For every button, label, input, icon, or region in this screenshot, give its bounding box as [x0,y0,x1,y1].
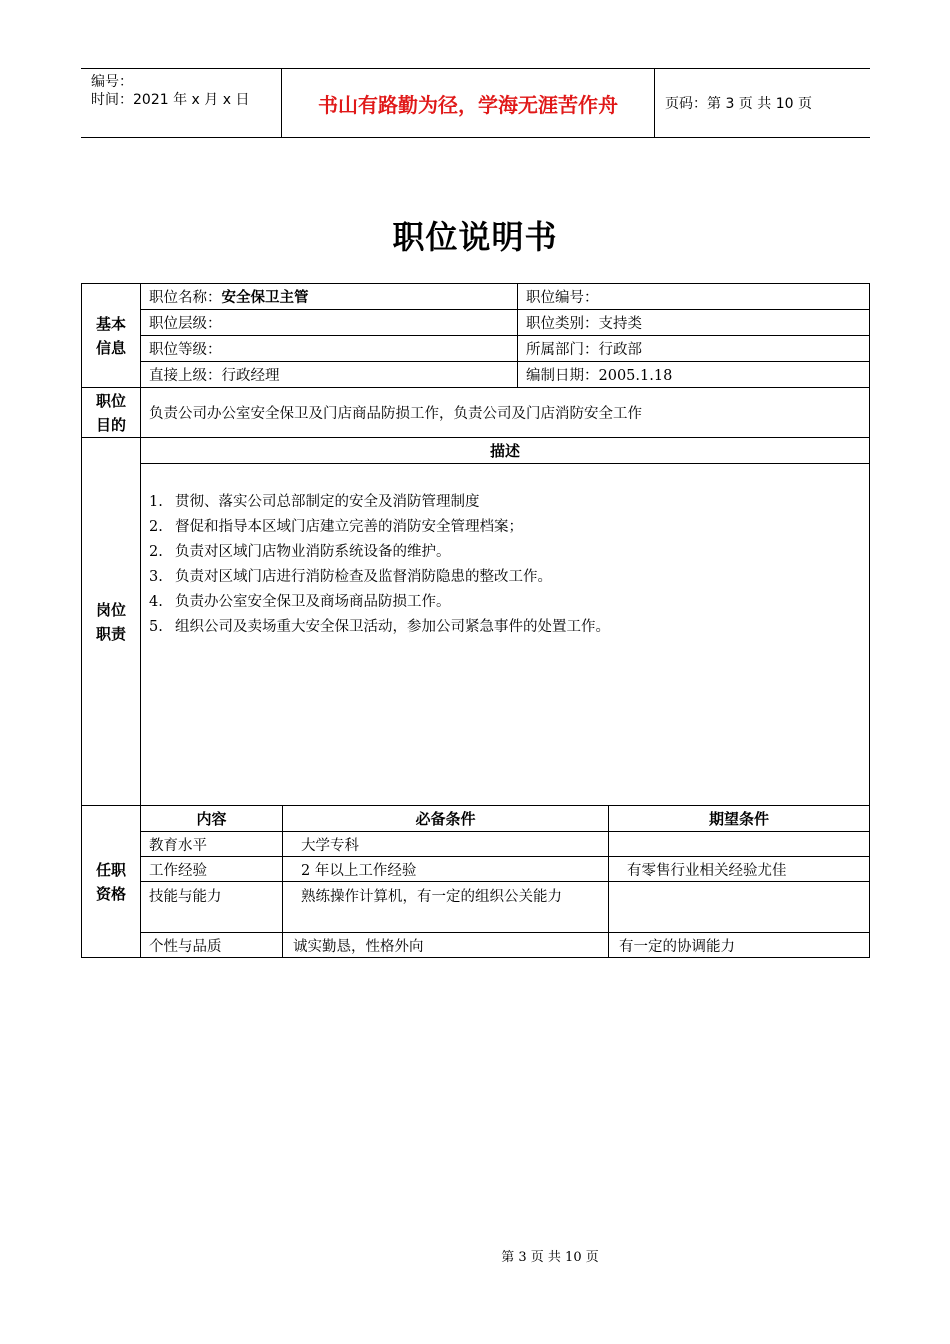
time-label: 时间：2021 年 x 月 x 日 [91,92,250,108]
duties-label-line1: 岗位 [95,600,126,619]
position-name-value: 安全保卫主管 [221,290,309,306]
qual-required: 大学专科 [283,832,609,857]
qual-item: 个性与品质 [141,933,283,958]
purpose-label-line1: 职位 [95,391,126,410]
header-divider [654,69,655,137]
duties-list [141,464,870,806]
qual-item: 教育水平 [141,832,283,857]
document-title: 职位说明书 [392,218,558,256]
duties-header: 描述 [141,438,870,464]
qualifications-label-line1: 任职 [95,860,126,879]
duties-label [82,438,141,806]
position-name-cell [141,284,518,310]
purpose-text: 负责公司办公室安全保卫及门店商品防损工作，负责公司及门店消防安全工作 [141,388,870,438]
item-text: 负责对区域门店物业消防系统设备的维护。 [175,544,451,560]
table-row [82,806,870,832]
compiled-date: 编制日期：2005.1.18 [518,362,870,388]
list-item [149,515,869,540]
table-row [82,882,870,933]
list-item [149,590,869,615]
qualifications-label-line2: 资格 [95,884,126,903]
item-number: 1. [149,494,163,510]
item-number: 3. [149,569,163,585]
qual-expected [609,832,870,857]
item-number: 2. [149,544,163,560]
qual-required [283,882,609,933]
qual-required: 2 年以上工作经验 [283,857,609,882]
item-number: 4. [149,594,163,610]
job-description-table [81,283,870,958]
department: 所属部门：行政部 [518,336,870,362]
table-row [82,284,870,310]
col-header-content: 内容 [141,806,283,832]
item-text: 负责对区域门店进行消防检查及监督消防隐患的整改工作。 [175,569,552,585]
table-row [82,464,870,806]
table-row [82,832,870,857]
qual-expected: 有一定的协调能力 [609,933,870,958]
position-name-label: 职位名称： [149,290,222,306]
table-row [82,336,870,362]
position-level: 职位层级： [141,310,518,336]
list-item [149,615,869,640]
purpose-label-line2: 目的 [95,415,126,434]
item-text: 督促和指导本区域门店建立完善的消防安全管理档案； [175,519,523,535]
page-footer: 第 3 页 共 10 页 [501,1250,599,1265]
qualifications-label [82,806,141,958]
list-item [149,565,869,590]
col-header-expected: 期望条件 [609,806,870,832]
header-motto: 书山有路勤为径，学海无涯苦作舟 [318,92,618,117]
item-number: 5. [149,619,163,635]
basic-info-label [82,284,141,388]
item-text: 负责办公室安全保卫及商场商品防损工作。 [175,594,451,610]
table-row [82,310,870,336]
purpose-label [82,388,141,438]
page-header [81,68,870,138]
item-text: 组织公司及卖场重大安全保卫活动，参加公司紧急事件的处置工作。 [175,619,610,635]
col-header-required: 必备条件 [283,806,609,832]
position-category: 职位类别：支持类 [518,310,870,336]
table-row [82,362,870,388]
item-text: 贯彻、落实公司总部制定的安全及消防管理制度 [175,494,480,510]
header-page-info: 页码：第 3 页 共 10 页 [665,96,812,112]
qual-expected: 有零售行业相关经验尤佳 [609,857,870,882]
code-label: 编号： [91,74,133,90]
superior: 直接上级：行政经理 [141,362,518,388]
item-number: 2. [149,519,163,535]
list-item [149,540,869,565]
basic-info-label-line1: 基本 [95,314,126,333]
header-meta [81,69,281,137]
qual-item: 工作经验 [141,857,283,882]
table-row [82,438,870,464]
qual-required-text: 熟练操作计算机，有一定的组织公关能力 [301,889,562,905]
table-row [82,857,870,882]
position-code: 职位编号： [518,284,870,310]
qual-expected [609,882,870,933]
duties-label-line2: 职责 [95,624,126,643]
basic-info-label-line2: 信息 [95,338,126,357]
qual-item: 技能与能力 [141,882,283,933]
position-grade: 职位等级： [141,336,518,362]
list-item [149,490,869,515]
table-row [82,933,870,958]
qual-required: 诚实勤恳，性格外向 [283,933,609,958]
table-row [82,388,870,438]
